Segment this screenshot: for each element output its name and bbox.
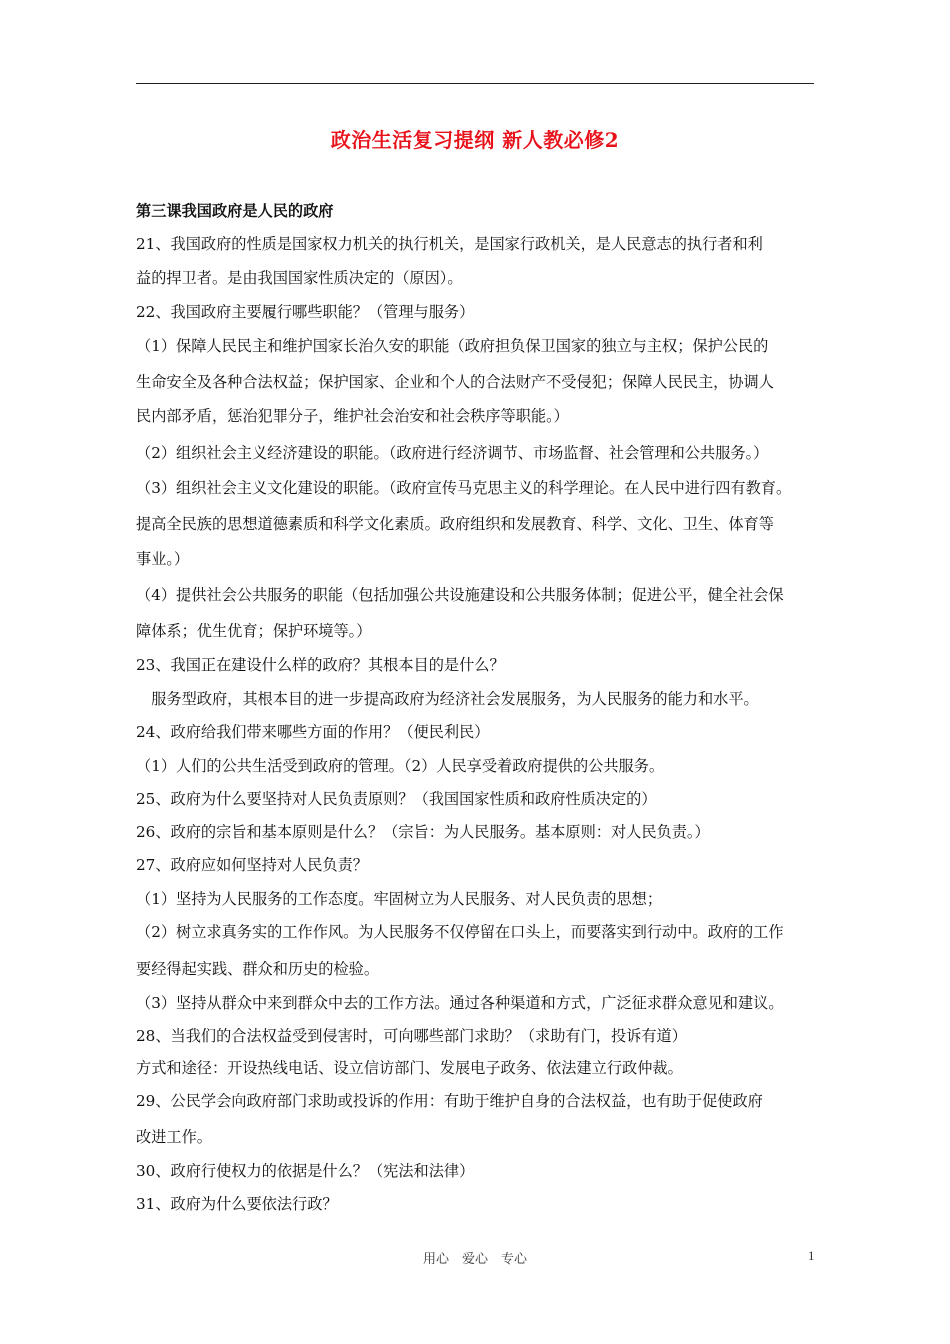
section-heading: 第三课我国政府是人民的政府 [136,202,334,220]
text-line: 提高全民族的思想道德素质和科学文化素质。政府组织和发展教育、科学、文化、卫生、体育等 [136,515,774,533]
text-line: 生命安全及各种合法权益；保护国家、企业和个人的合法财产不受侵犯；保障人民民主，协调人 [136,373,774,391]
text-line: （2）组织社会主义经济建设的职能。（政府进行经济调节、市场监督、社会管理和公共服务。） [136,444,769,462]
text-line: （4）提供社会公共服务的职能（包括加强公共设施建设和公共服务体制；促进公平，健全社会保 [136,586,784,604]
text-line: 27、政府应如何坚持对人民负责？ [136,856,368,874]
text-line: （1）坚持为人民服务的工作态度。牢固树立为人民服务、对人民负责的思想； [136,890,663,908]
text-line: 服务型政府，其根本目的进一步提高政府为经济社会发展服务，为人民服务的能力和水平。 [136,690,759,708]
text-line: 益的捍卫者。是由我国国家性质决定的（原因）。 [136,269,463,287]
footer-motto: 用心 爱心 专心 [422,1252,527,1267]
text-line: 26、政府的宗旨和基本原则是什么？（宗旨：为人民服务。基本原则：对人民负责。） [136,823,710,841]
text-line: （3）组织社会主义文化建设的职能。（政府宣传马克思主义的科学理论。在人民中进行四有教育。 [136,479,792,497]
text-line: 23、我国正在建设什么样的政府？其根本目的是什么？ [136,656,505,674]
text-line: 31、政府为什么要依法行政？ [136,1195,338,1213]
text-line: （3）坚持从群众中来到群众中去的工作方法。通过各种渠道和方式，广泛征求群众意见和建议。 [136,994,784,1012]
text-line: 要经得起实践、群众和历史的检验。 [136,960,379,978]
text-line: 障体系；优生优育；保护环境等。） [136,622,372,640]
text-line: 28、当我们的合法权益受到侵害时，可向哪些部门求助？（求助有门，投诉有道） [136,1027,687,1045]
document-title: 政治生活复习提纲 新人教必修2 [330,128,620,152]
text-line: 21、我国政府的性质是国家权力机关的执行机关，是国家行政机关，是人民意志的执行者和利 [136,235,763,253]
text-line: 24、政府给我们带来哪些方面的作用？（便民利民） [136,723,490,741]
text-line: （1）保障人民民主和维护国家长治久安的职能（政府担负保卫国家的独立与主权；保护公民的 [136,337,769,355]
page-number: 1 [808,1248,815,1263]
text-line: （1）人们的公共生活受到政府的管理。（2）人民享受着政府提供的公共服务。 [136,757,665,775]
text-line: 30、政府行使权力的依据是什么？（宪法和法律） [136,1162,475,1180]
text-line: 改进工作。 [136,1128,212,1146]
header-rule [136,83,814,84]
text-line: 方式和途径：开设热线电话、设立信访部门、发展电子政务、依法建立行政仲裁。 [136,1059,683,1077]
text-line: 29、公民学会向政府部门求助或投诉的作用：有助于维护自身的合法权益，也有助于促使政府 [136,1092,763,1110]
text-line: 25、政府为什么要坚持对人民负责原则？（我国国家性质和政府性质决定的） [136,790,657,808]
text-line: 22、我国政府主要履行哪些职能？（管理与服务） [136,303,475,321]
text-line: （2）树立求真务实的工作作风。为人民服务不仅停留在口头上，而要落实到行动中。政府的工作 [136,923,784,941]
text-line: 民内部矛盾，惩治犯罪分子，维护社会治安和社会秩序等职能。） [136,407,569,425]
text-line: 事业。） [136,550,190,568]
